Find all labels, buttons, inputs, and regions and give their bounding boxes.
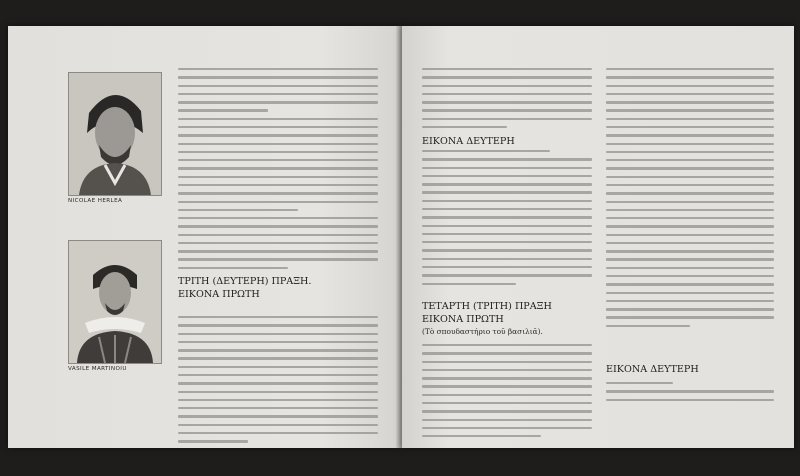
left-page: [8, 26, 400, 448]
scene-4-1-subheading: (Τὸ σπουδαστήριο τοῦ βασιλιᾶ).: [422, 327, 543, 336]
portrait-photo-nicolae-herlea: [68, 72, 162, 196]
text-column-right-b: [606, 68, 774, 333]
scene-2-heading: ΕΙΚΟΝΑ ΔΕΥΤΕΡΗ: [422, 136, 515, 147]
photo-caption-top: NICOLAE HERLEA: [68, 198, 123, 204]
portrait-photo-icon: [69, 241, 161, 363]
scene-heading: ΕΙΚΟΝΑ ΠΡΩΤΗ: [178, 289, 260, 300]
right-page: [402, 26, 794, 448]
text-column-left-bottom: [178, 316, 378, 449]
open-booklet: [8, 26, 794, 448]
text-column-right-a-top: [422, 68, 592, 134]
scene-4-2-heading: ΕΙΚΟΝΑ ΔΕΥΤΕΡΗ: [606, 364, 699, 375]
text-column-left-top: [178, 68, 378, 275]
act-heading: ΤΡΙΤΗ (ΔΕΥΤΕΡΗ) ΠΡΑΞΗ.: [178, 276, 312, 287]
portrait-photo-icon: [69, 73, 161, 195]
text-column-right-a-middle: [422, 150, 592, 291]
scene-4-1-heading: ΕΙΚΟΝΑ ΠΡΩΤΗ: [422, 314, 504, 325]
text-column-right-b-bottom: [606, 382, 774, 407]
act-4-heading: ΤΕΤΑΡΤΗ (ΤΡΙΤΗ) ΠΡΑΞΗ: [422, 301, 552, 312]
photo-caption-bottom: VASILE MARTINOIU: [68, 366, 127, 372]
portrait-photo-vasile-martinoiu: [68, 240, 162, 364]
text-column-right-a-bottom: [422, 344, 592, 443]
